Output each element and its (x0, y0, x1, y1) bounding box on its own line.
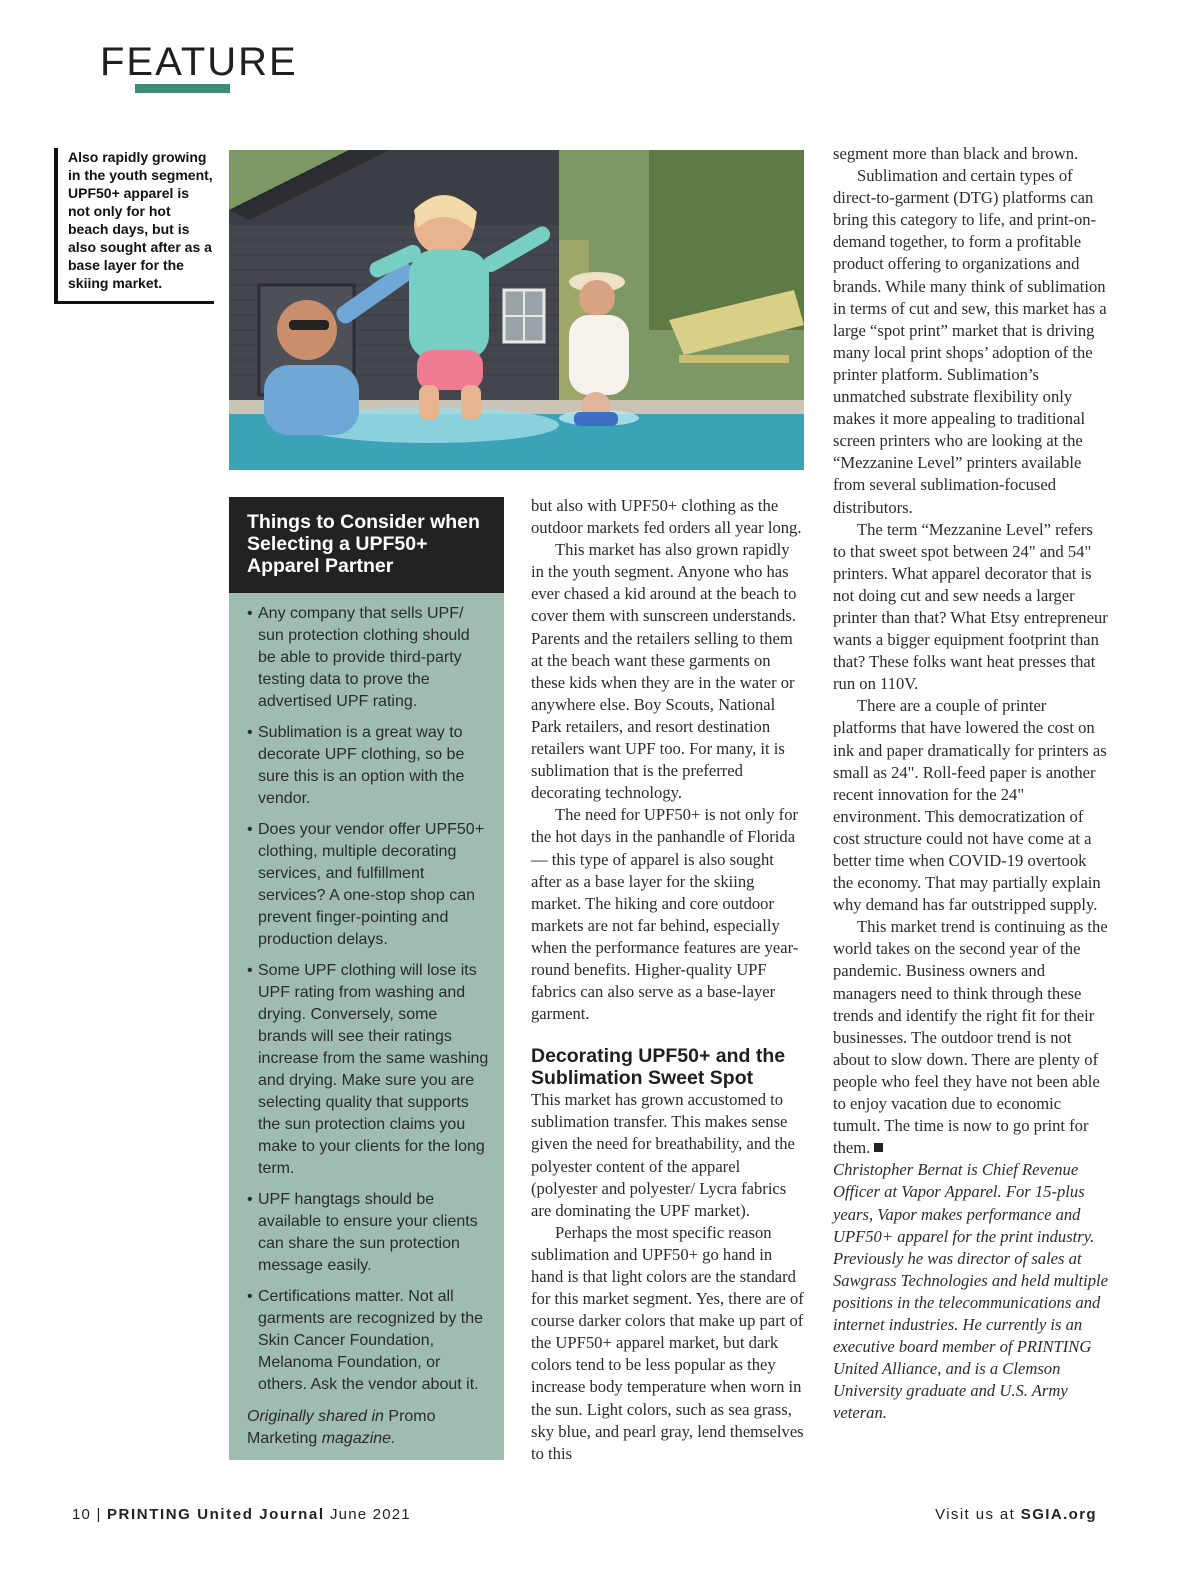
paragraph: The need for UPF50+ is not only for the hot days in the panhandle of Florida — this type of apparel is also sought after as a base layer for the skiing market. The hiking and core outdoor markets are not far behind, especially when the performance features are year-round benefits. Higher-quality UPF fabrics can also serve as a base-layer garment. (531, 805, 799, 1024)
author-bio: Christopher Bernat is Chief Revenue Officer at Vapor Apparel. For 15-plus years, Vapor makes performance and UPF50+ apparel for the print industry. Previously he was director of sales at Sawgrass Technologies and held multiple positions in the telecommunications and internet industries. He currently is an executive board member of PRINTING United Alliance, and is a Clemson University graduate and U.S. Army veteran. (833, 1160, 1109, 1423)
paragraph: Sublimation and certain types of direct-to-garment (DTG) platforms can bring this category to life, and print-on-demand together, to form a profitable product offering to organizations and brands. While many think of sublimation in terms of cut and sew, this market has a large “spot print” market that is driving many local print shops’ adoption of the printer platform. Sublimation’s unmatched substrate flexibility only makes it more appealing to traditional screen printers who are looking at the “Mezzanine Level” printers available from several sublimation-focused distributors. (833, 166, 1107, 517)
page-number: 10 (72, 1506, 92, 1523)
sidebar-box (229, 497, 504, 1460)
family-pool-photo-icon (229, 150, 804, 470)
footer-separator: | (96, 1506, 102, 1523)
paragraph: Perhaps the most specific reason sublimation and UPF50+ go hand in hand is that light colors are the standard for this market segment. Yes, there are of course darker colors that make up part of the UPF50+ apparel market, but dark colors tend to be less popular as they increase body temperature when worn in the sun. Light colors, such as sea grass, sky blue, and pearl gray, lend themselves to this (531, 1222, 804, 1463)
sidebar-item: • Certifications matter. Not all garments are recognized by the Skin Cancer Foundation, Melanoma Foundation, or others. Ask the vendor about it. (247, 1286, 490, 1396)
paragraph: but also with UPF50+ clothing as the outdoor markets fed orders all year long. (531, 496, 802, 538)
paragraph: This market has also grown rapidly in the youth segment. Anyone who has ever chased a kid around at the beach to cover them with sunscreen understands. Parents and the retailers selling to them at the beach want these garments on these kids when they are in the water or anywhere else. Boy Scouts, National Park retailers, and resort destination retailers want UPF too. For many, it is sublimation that is the preferred decorating technology. (531, 540, 797, 803)
footer-website: Visit us at SGIA.org (935, 1506, 1097, 1523)
pull-quote: Also rapidly growing in the youth segment, UPF50+ apparel is not only for hot beach days, but is also sought after as a base layer for the skiing market. (54, 148, 214, 304)
paragraph: segment more than black and brown. (833, 144, 1079, 163)
sidebar-item: • UPF hangtags should be available to ensure your clients can share the sun protection message easily. (247, 1189, 490, 1277)
paragraph: This market trend is continuing as the world takes on the second year of the pandemic. Business owners and managers need to think through these trends and identify the right fit for their businesses. The outdoor trend is not about to slow down. There are plenty of people who feel they have not been able to enjoy vacation due to economic tumult. The time is now to go print for them. (833, 917, 1108, 1158)
section-accent-rule (135, 84, 230, 93)
publication-name: PRINTING United Journal (106, 1506, 325, 1523)
sidebar-item: • Some UPF clothing will lose its UPF rating from washing and drying. Conversely, some brands will see their ratings increase from the same washing and drying. Make sure you are selecting quality that supports the sun protection claims you make to your clients for the long term. (247, 960, 490, 1180)
section-label: FEATURE (100, 40, 298, 84)
paragraph: There are a couple of printer platforms that have lowered the cost on ink and paper dramatically for printers as small as 24". Roll-feed paper is another recent innovation for the 24" environment. This democratization of cost structure could not have come at a better time when COVID-19 overtook the economy. That may partially explain why demand has far outstripped supply. (833, 696, 1107, 915)
sidebar-item: • Does your vendor offer UPF50+ clothing, multiple decorating services, and fulfillment services? A one-stop shop can prevent finger-pointing and production delays. (247, 819, 490, 951)
paragraph: This market has grown accustomed to sublimation transfer. This makes sense given the need for breathability, and the polyester content of the apparel (polyester and polyester/ Lycra fabrics are dominating the UPF market). (531, 1090, 795, 1220)
paragraph: The term “Mezzanine Level” refers to that sweet spot between 24" and 54" printers. What apparel decorator that is not doing cut and sew needs a larger printer than that? What Etsy entrepreneur wants a bigger equipment footprint than that? These folks want heat presses that run on 110V. (833, 519, 1108, 694)
feature-photo (229, 150, 804, 470)
section-subhead: Decorating UPF50+ and the Sublimation Sweet Spot (531, 1045, 786, 1090)
sidebar-credit: Originally shared in Promo Marketing magazine. (247, 1408, 436, 1447)
end-mark-icon (874, 1143, 883, 1152)
sidebar-body (229, 593, 504, 1460)
sidebar-list (247, 603, 490, 1396)
sidebar-title: Things to Consider when Selecting a UPF50+ Apparel Partner (229, 497, 504, 593)
sidebar-item: • Sublimation is a great way to decorate UPF clothing, so be sure this is an option with the vendor. (247, 722, 490, 810)
article-column-2 (531, 495, 805, 1465)
sidebar-item: • Any company that sells UPF/ sun protection clothing should be able to provide third-party testing data to prove the advertised UPF rating. (247, 603, 490, 713)
footer-folio (72, 1506, 411, 1523)
article-column-3 (833, 143, 1109, 1424)
issue-date: June 2021 (329, 1506, 411, 1523)
website-link[interactable]: SGIA.org (1020, 1506, 1097, 1523)
